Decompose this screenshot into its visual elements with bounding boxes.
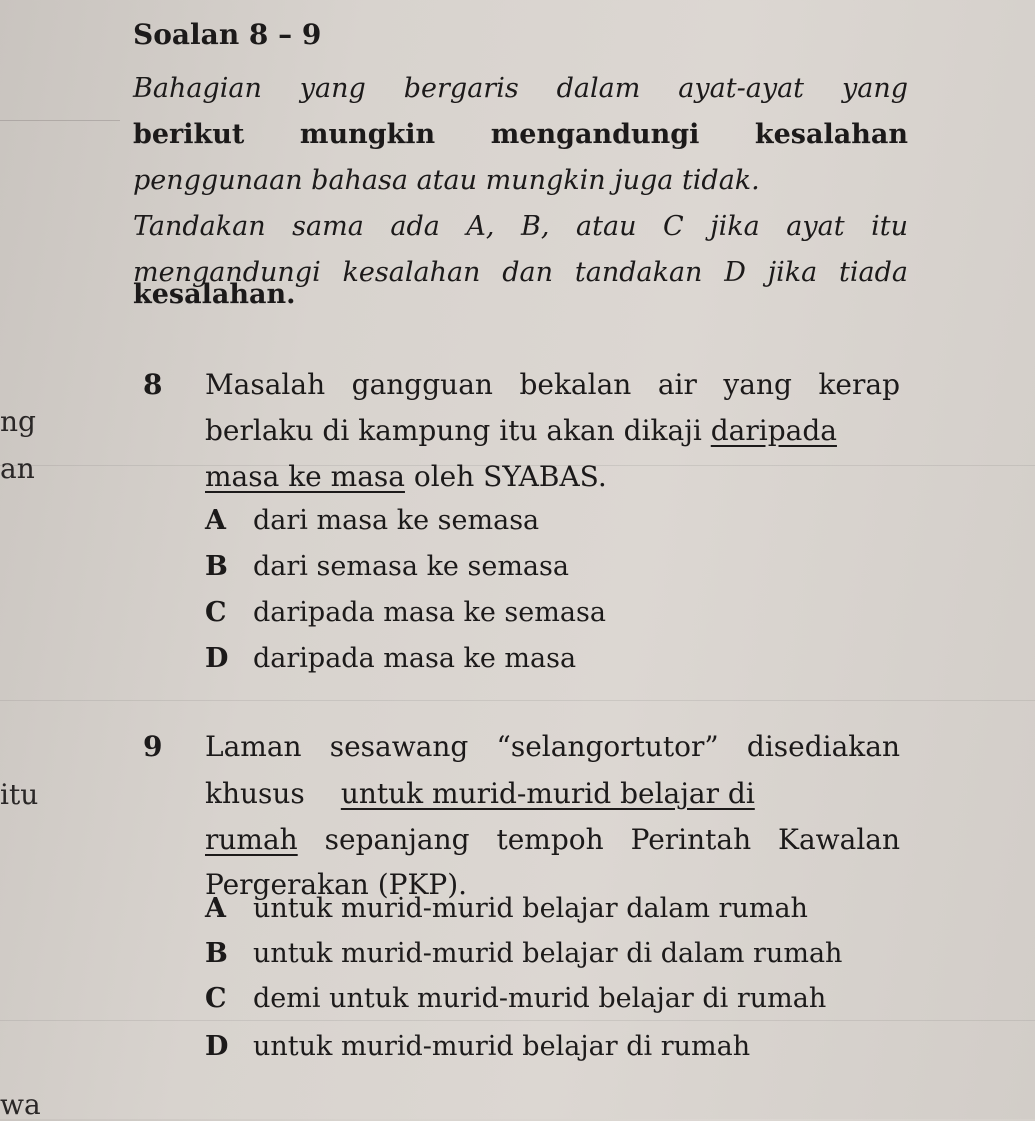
answer-option-c[interactable]: [205, 597, 606, 628]
question-line: [205, 454, 607, 500]
question-text: berlaku di kampung itu akan dikaji: [205, 414, 711, 447]
option-letter: C: [205, 983, 227, 1014]
answer-option-d[interactable]: [205, 1031, 750, 1062]
margin-fragment: an: [0, 452, 35, 485]
question-line: [205, 408, 837, 454]
instruction-line: Tandakan sama ada A, B, atau C jika ayat itu: [133, 211, 908, 242]
answer-option-a[interactable]: [205, 893, 808, 924]
underlined-phrase: daripada: [710, 414, 837, 447]
margin-fragment: ng: [0, 405, 36, 438]
question-line: [205, 817, 900, 863]
question-line: Laman sesawang “selangortutor” disediakan: [205, 730, 900, 763]
option-text: untuk murid-murid belajar di rumah: [253, 1031, 751, 1062]
bleed-line: [0, 120, 120, 121]
underlined-phrase: rumah: [205, 823, 298, 856]
option-text: daripada masa ke masa: [253, 643, 577, 674]
option-letter: C: [205, 597, 227, 628]
option-text: demi untuk murid-murid belajar di rumah: [253, 983, 827, 1014]
bleed-line: [0, 700, 1035, 701]
option-text: untuk murid-murid belajar dalam rumah: [253, 893, 808, 924]
question-line: Masalah gangguan bekalan air yang kerap: [205, 368, 900, 401]
question-number: 9: [143, 730, 163, 763]
option-text: dari semasa ke semasa: [253, 551, 569, 582]
instruction-line: berikut mungkin mengandungi kesalahan: [133, 119, 908, 150]
option-letter: B: [205, 551, 228, 582]
option-letter: A: [205, 505, 226, 536]
instruction-line: mengandungi kesalahan dan tandakan D jika tiada: [133, 257, 908, 288]
question-text: oleh SYABAS.: [404, 460, 607, 493]
option-letter: D: [205, 643, 229, 674]
underlined-phrase: masa ke masa: [205, 460, 405, 493]
instruction-line: Bahagian yang bergaris dalam ayat-ayat yang: [133, 73, 908, 104]
question-text: khusus: [205, 777, 305, 810]
instruction-line: kesalahan.: [133, 279, 296, 310]
answer-option-d[interactable]: [205, 643, 576, 674]
option-letter: D: [205, 1031, 229, 1062]
answer-option-a[interactable]: [205, 505, 539, 536]
answer-option-b[interactable]: [205, 551, 569, 582]
option-text: untuk murid-murid belajar di dalam rumah: [253, 938, 843, 969]
margin-fragment: itu: [0, 778, 39, 811]
instruction-line: penggunaan bahasa atau mungkin juga tidak.: [133, 165, 760, 196]
question-line: Pergerakan (PKP).: [205, 868, 468, 901]
option-letter: B: [205, 938, 228, 969]
margin-fragment: wa: [0, 1088, 41, 1121]
question-text: sepanjang tempoh Perintah Kawalan: [297, 823, 900, 856]
section-heading: Soalan 8 – 9: [133, 18, 322, 51]
option-text: dari masa ke semasa: [253, 505, 540, 536]
option-text: daripada masa ke semasa: [253, 597, 606, 628]
option-letter: A: [205, 893, 226, 924]
answer-option-b[interactable]: [205, 938, 842, 969]
question-line: [205, 771, 900, 817]
underlined-phrase: untuk murid-murid belajar di: [340, 777, 755, 810]
question-number: 8: [143, 368, 163, 401]
answer-option-c[interactable]: [205, 983, 826, 1014]
bleed-line: [0, 1020, 1035, 1021]
